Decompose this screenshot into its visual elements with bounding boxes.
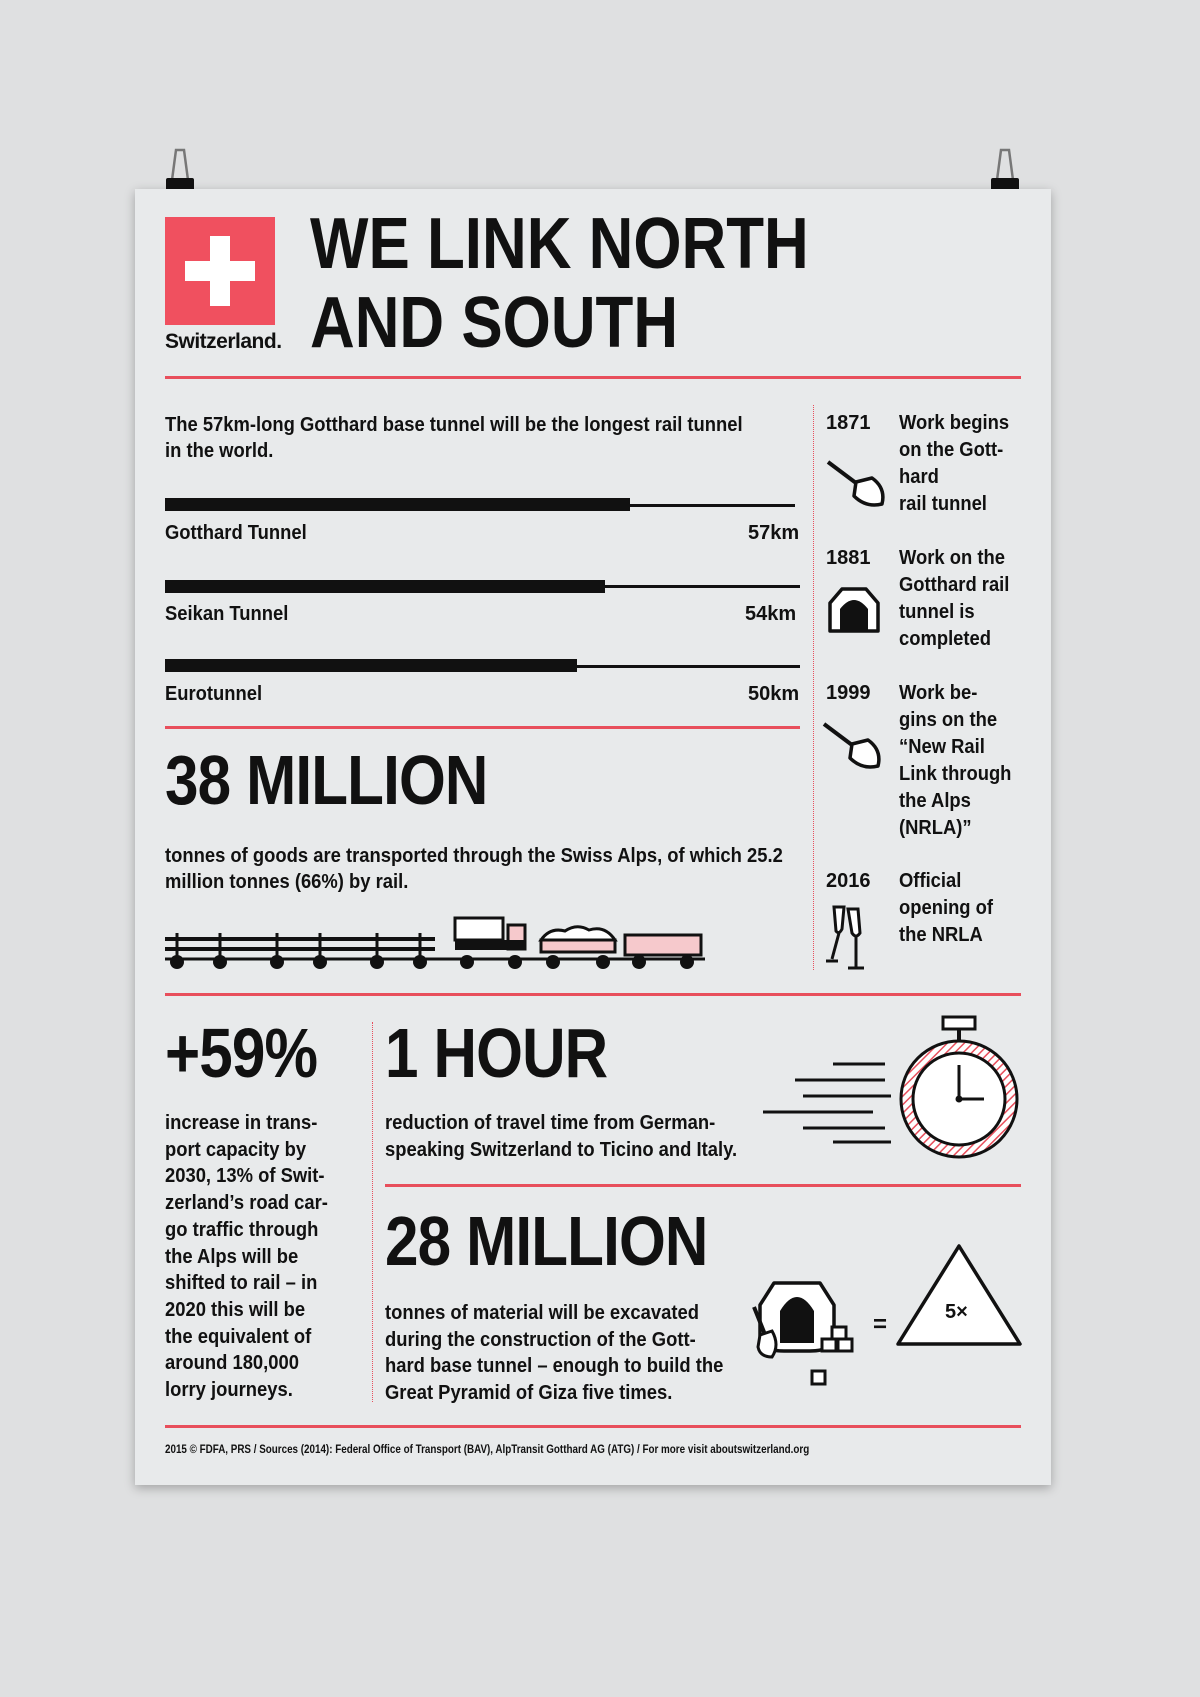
footer-divider: [165, 1425, 1021, 1428]
capacity-text: increase in trans- port capacity by 2030, 13% of Swit- zerland’s road car- go traffic through the Alps will be shifted to rail – in 2020 this will be the equivalent of around 180,000 lorry journeys.: [165, 1112, 328, 1402]
timeline-text-2016: Official opening of the NRLA: [899, 870, 994, 946]
timeline-year-1871: 1871: [826, 412, 871, 434]
tunnel-bar-gotthard: [165, 498, 630, 511]
timeline-year-2016: 2016: [826, 870, 871, 892]
tunnel-name-gotthard: Gotthard Tunnel: [165, 522, 307, 544]
swiss-flag-icon: [165, 217, 275, 325]
material-headline: 28 MILLION: [385, 1202, 708, 1280]
travel-headline: 1 HOUR: [385, 1014, 608, 1092]
page-title-line-2: AND SOUTH: [310, 283, 679, 363]
speed-lines-icon: [763, 1060, 893, 1145]
material-text: tonnes of material will be excavated during the construction of the Gott- hard base tunnel – enough to build the Great Pyramid of Giza five times.: [385, 1302, 724, 1405]
capacity-separator: [372, 1022, 373, 1402]
tunnel-bar-eurotunnel: [165, 659, 577, 672]
pyramid-multiplier-label: 5×: [945, 1301, 968, 1323]
goods-text: tonnes of goods are transported through the Swiss Alps, of which 25.2 million tonnes (66%) by rail.: [165, 845, 783, 893]
tunnel-name-seikan: Seikan Tunnel: [165, 603, 289, 625]
timeline-year-1881: 1881: [826, 547, 871, 569]
timeline-separator: [813, 405, 814, 970]
tunnel-excavation-icon: [750, 1275, 860, 1390]
tunnel-length-eurotunnel: 50km: [748, 683, 800, 705]
tunnel-length-seikan: 54km: [745, 603, 797, 625]
tunnel-length-gotthard: 57km: [748, 522, 800, 544]
page-title-line-1: WE LINK NORTH: [310, 204, 809, 284]
brand-label: Switzerland.: [165, 330, 282, 353]
travel-divider: [385, 1184, 1021, 1187]
timeline-text-1881: Work on the Gotthard rail tunnel is completed: [899, 547, 1010, 650]
timeline-year-1999: 1999: [826, 682, 871, 704]
goods-headline: 38 MILLION: [165, 741, 488, 819]
header-divider: [165, 376, 1021, 379]
timeline-text-1871: Work begins on the Gott- hard rail tunnel: [899, 412, 1010, 515]
footer-credits: 2015 © FDFA, PRS / Sources (2014): Federal Office of Transport (BAV), AlpTransit Gotthard AG (ATG) / For more visit aboutswitzerland.org: [165, 1442, 810, 1456]
tunnel-intro-text: The 57km-long Gotthard base tunnel will be the longest rail tunnel in the world.: [165, 414, 743, 462]
middle-divider: [165, 993, 1021, 996]
freight-train-icon: [165, 915, 705, 970]
shovel-icon: [826, 458, 888, 510]
capacity-headline: +59%: [165, 1014, 318, 1092]
stopwatch-icon: [898, 1015, 1022, 1160]
pyramid-icon: [895, 1243, 1023, 1347]
tunnel-divider: [165, 726, 800, 729]
timeline-text-1999: Work be- gins on the “New Rail Link through the Alps (NRLA)”: [899, 682, 1012, 839]
champagne-glasses-icon: [826, 905, 870, 971]
shovel-icon: [822, 720, 884, 772]
equals-sign: =: [873, 1311, 888, 1338]
tunnel-icon: [826, 583, 882, 635]
tunnel-name-eurotunnel: Eurotunnel: [165, 683, 263, 705]
travel-text: reduction of travel time from German- speaking Switzerland to Ticino and Italy.: [385, 1112, 738, 1161]
tunnel-bar-seikan: [165, 580, 605, 593]
